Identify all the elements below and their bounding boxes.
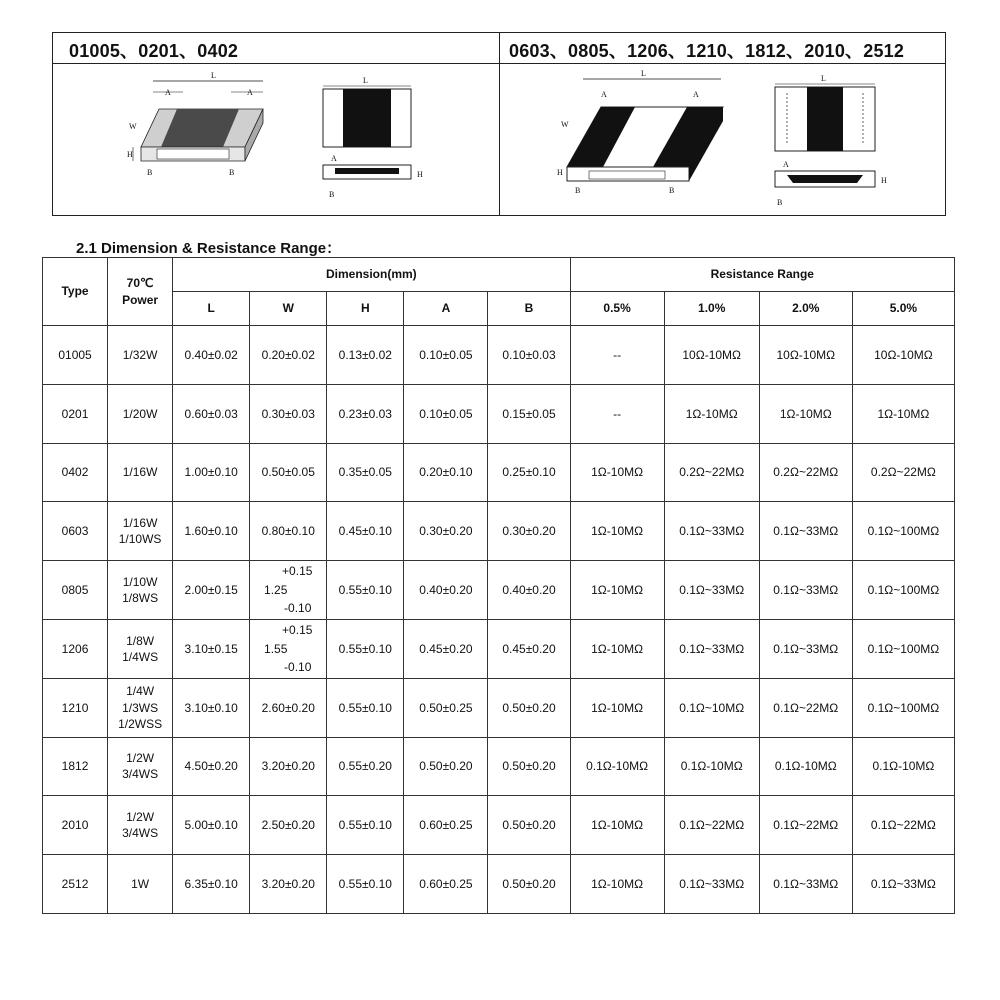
cell-H: 0.55±0.10 [327,855,404,914]
label-B-left: B [147,168,153,177]
table-row [43,443,955,502]
power-line: 1/4WS [122,649,159,664]
cell-L: 1.00±0.10 [173,443,250,502]
label-L-top: L [363,76,368,85]
cell-res-0.5: -- [570,326,664,385]
cell-res-2.0: 0.1Ω~22MΩ [759,796,852,855]
cell-type: 1206 [43,619,108,678]
cell-res-1.0: 1Ω-10MΩ [664,384,759,443]
label-L-large: L [641,69,646,78]
resistance-header: Resistance Range [570,258,954,292]
cell-H: 0.55±0.10 [327,678,404,737]
cell-res-1.0: 0.1Ω~33MΩ [664,855,759,914]
label-A-large-right: A [693,90,699,99]
cell-res-5.0: 0.1Ω~100MΩ [852,502,954,561]
cell-A: 0.60±0.25 [404,855,488,914]
power-line: 1W [131,876,150,891]
col-header-W: W [250,292,327,326]
tolerance-base: 1.55 [264,641,288,656]
tolerance-up: +0.15 [282,622,313,637]
cell-B: 0.50±0.20 [488,737,570,796]
cell-res-0.5: 1Ω-10MΩ [570,443,664,502]
cell-res-0.5: 1Ω-10MΩ [570,678,664,737]
cell-L: 0.60±0.03 [173,384,250,443]
cell-res-2.0: 0.1Ω~33MΩ [759,855,852,914]
cell-A: 0.20±0.10 [404,443,488,502]
label-H: H [127,150,133,159]
cell-H: 0.55±0.10 [327,796,404,855]
dimension-resistance-table [42,257,955,914]
label-L: L [211,71,216,80]
cell-power [108,619,173,678]
cell-type: 1210 [43,678,108,737]
cell-H: 0.55±0.20 [327,737,404,796]
cell-res-0.5: 0.1Ω-10MΩ [570,737,664,796]
cell-res-0.5: 1Ω-10MΩ [570,502,664,561]
cell-W: 2.50±0.20 [250,796,327,855]
cell-B: 0.50±0.20 [488,796,570,855]
cell-res-5.0: 10Ω-10MΩ [852,326,954,385]
label-A-right: A [247,88,253,97]
label-L-large-top: L [821,74,826,83]
cell-W: 3.20±0.20 [250,855,327,914]
cell-H: 0.23±0.03 [327,384,404,443]
cell-power [108,326,173,385]
cell-res-2.0: 0.1Ω~33MΩ [759,502,852,561]
label-A-left: A [165,88,171,97]
cell-res-5.0: 1Ω-10MΩ [852,384,954,443]
power-header-temp: 70℃ [126,276,154,291]
cell-B: 0.50±0.20 [488,678,570,737]
cell-W: 0.50±0.05 [250,443,327,502]
cell-A: 0.50±0.25 [404,678,488,737]
cell-A: 0.60±0.25 [404,796,488,855]
cell-res-0.5: 1Ω-10MΩ [570,796,664,855]
cell-A: 0.30±0.20 [404,502,488,561]
power-line: 1/16W [122,516,158,531]
cell-type: 01005 [43,326,108,385]
label-A-large-side: A [783,160,789,169]
cell-power [108,502,173,561]
type-header: Type [43,258,108,326]
label-A-side: A [331,154,337,163]
cell-B: 0.15±0.05 [488,384,570,443]
table-row [43,502,955,561]
tolerance-dn: -0.10 [284,601,312,616]
tolerance-value [264,621,312,677]
label-A-large-left: A [601,90,607,99]
power-line: 1/2W [126,810,155,825]
col-header-1.0: 1.0% [664,292,759,326]
cell-B: 0.25±0.10 [488,443,570,502]
cell-res-1.0: 0.1Ω~33MΩ [664,502,759,561]
cell-L: 1.60±0.10 [173,502,250,561]
dimension-diagram-panel [52,32,946,216]
table-row [43,737,955,796]
cell-power [108,855,173,914]
cell-res-0.5: 1Ω-10MΩ [570,619,664,678]
power-header-label: Power [122,292,159,307]
cell-power [108,737,173,796]
cell-res-2.0: 0.2Ω~22MΩ [759,443,852,502]
large-sizes-header: 0603、0805、1206、1210、1812、2010、2512 [509,41,905,61]
cell-type: 1812 [43,737,108,796]
cell-res-1.0: 0.1Ω~33MΩ [664,619,759,678]
cell-A: 0.40±0.20 [404,561,488,620]
cell-A: 0.50±0.20 [404,737,488,796]
cell-W: 0.30±0.03 [250,384,327,443]
cell-res-0.5: -- [570,384,664,443]
label-W-large: W [561,120,569,129]
cell-L: 3.10±0.10 [173,678,250,737]
power-line: 1/3WS [122,700,159,715]
cell-res-5.0: 0.2Ω~22MΩ [852,443,954,502]
cell-B: 0.10±0.03 [488,326,570,385]
small-chip-3d-drawing [113,69,273,181]
tolerance-up: +0.15 [282,564,313,579]
large-chip-3d-drawing [553,67,733,197]
power-line: 1/4W [126,684,155,699]
cell-res-1.0: 0.1Ω~22MΩ [664,796,759,855]
cell-B: 0.40±0.20 [488,561,570,620]
col-header-A: A [404,292,488,326]
label-H-side: H [417,170,423,179]
cell-res-1.0: 0.2Ω~22MΩ [664,443,759,502]
cell-res-2.0: 0.1Ω~33MΩ [759,561,852,620]
cell-res-5.0: 0.1Ω~22MΩ [852,796,954,855]
cell-B: 0.30±0.20 [488,502,570,561]
cell-res-0.5: 1Ω-10MΩ [570,561,664,620]
cell-res-1.0: 0.1Ω-10MΩ [664,737,759,796]
cell-res-1.0: 10Ω-10MΩ [664,326,759,385]
panel-divider-vertical [499,33,500,215]
power-line: 1/20W [122,406,158,421]
cell-W: 2.60±0.20 [250,678,327,737]
cell-power [108,443,173,502]
cell-res-5.0: 0.1Ω~100MΩ [852,678,954,737]
cell-power [108,796,173,855]
cell-H: 0.13±0.02 [327,326,404,385]
cell-res-2.0: 10Ω-10MΩ [759,326,852,385]
cell-A: 0.10±0.05 [404,384,488,443]
cell-res-2.0: 0.1Ω~33MΩ [759,619,852,678]
cell-res-1.0: 0.1Ω~33MΩ [664,561,759,620]
table-subheader-row [43,292,955,326]
label-H-large-side: H [881,176,887,185]
label-B-large-right: B [669,186,675,195]
cell-H: 0.55±0.10 [327,561,404,620]
power-header [108,258,173,326]
cell-L: 4.50±0.20 [173,737,250,796]
cell-power [108,561,173,620]
label-B-right: B [229,168,235,177]
cell-type: 0201 [43,384,108,443]
cell-res-0.5: 1Ω-10MΩ [570,855,664,914]
cell-power [108,384,173,443]
cell-A: 0.45±0.20 [404,619,488,678]
section-title: 2.1 Dimension & Resistance Range： [76,240,342,257]
cell-B: 0.50±0.20 [488,855,570,914]
table-row [43,855,955,914]
col-header-2.0: 2.0% [759,292,852,326]
cell-B: 0.45±0.20 [488,619,570,678]
power-line: 1/32W [122,347,158,362]
power-line: 1/16W [122,465,158,480]
cell-W: 3.20±0.20 [250,737,327,796]
tolerance-base: 1.25 [264,582,288,597]
tolerance-value [264,562,312,618]
table-header-row [43,258,955,292]
label-W: W [129,122,137,131]
label-B-large-left: B [575,186,581,195]
table-row [43,796,955,855]
cell-type: 2010 [43,796,108,855]
power-line: 1/10WS [118,532,162,547]
cell-W [250,561,327,620]
cell-res-5.0: 0.1Ω~100MΩ [852,619,954,678]
cell-L: 2.00±0.15 [173,561,250,620]
power-line: 3/4WS [122,767,159,782]
cell-res-5.0: 0.1Ω-10MΩ [852,737,954,796]
cell-L: 5.00±0.10 [173,796,250,855]
col-header-L: L [173,292,250,326]
cell-type: 0805 [43,561,108,620]
col-header-0.5: 0.5% [570,292,664,326]
table-row [43,678,955,737]
cell-res-1.0: 0.1Ω~10MΩ [664,678,759,737]
tolerance-dn: -0.10 [284,660,312,675]
cell-L: 6.35±0.10 [173,855,250,914]
col-header-B: B [488,292,570,326]
power-line: 1/8WS [122,591,159,606]
large-chip-views-drawing [765,73,895,215]
cell-H: 0.55±0.10 [327,619,404,678]
table-body [43,326,955,914]
label-B-side: B [329,190,335,199]
cell-W: 0.80±0.10 [250,502,327,561]
table-row [43,561,955,620]
cell-power [108,678,173,737]
cell-type: 2512 [43,855,108,914]
cell-H: 0.35±0.05 [327,443,404,502]
cell-type: 0603 [43,502,108,561]
table-row [43,326,955,385]
small-chip-views-drawing [315,75,425,209]
cell-W: 0.20±0.02 [250,326,327,385]
dimension-header: Dimension(mm) [173,258,570,292]
cell-L: 0.40±0.02 [173,326,250,385]
label-B-large-side: B [777,198,783,207]
table-row [43,619,955,678]
label-H-large: H [557,168,563,177]
power-line: 3/4WS [122,826,159,841]
cell-res-5.0: 0.1Ω~100MΩ [852,561,954,620]
cell-res-2.0: 1Ω-10MΩ [759,384,852,443]
cell-A: 0.10±0.05 [404,326,488,385]
table-row [43,384,955,443]
col-header-5.0: 5.0% [852,292,954,326]
col-header-H: H [327,292,404,326]
cell-res-2.0: 0.1Ω-10MΩ [759,737,852,796]
cell-W [250,619,327,678]
cell-type: 0402 [43,443,108,502]
power-line: 1/8W [126,633,155,648]
cell-L: 3.10±0.15 [173,619,250,678]
cell-res-5.0: 0.1Ω~33MΩ [852,855,954,914]
small-sizes-header: 01005、0201、0402 [69,41,239,61]
power-line: 1/10W [122,574,158,589]
cell-H: 0.45±0.10 [327,502,404,561]
power-line: 1/2WSS [118,716,163,731]
power-line: 1/2W [126,751,155,766]
cell-res-2.0: 0.1Ω~22MΩ [759,678,852,737]
